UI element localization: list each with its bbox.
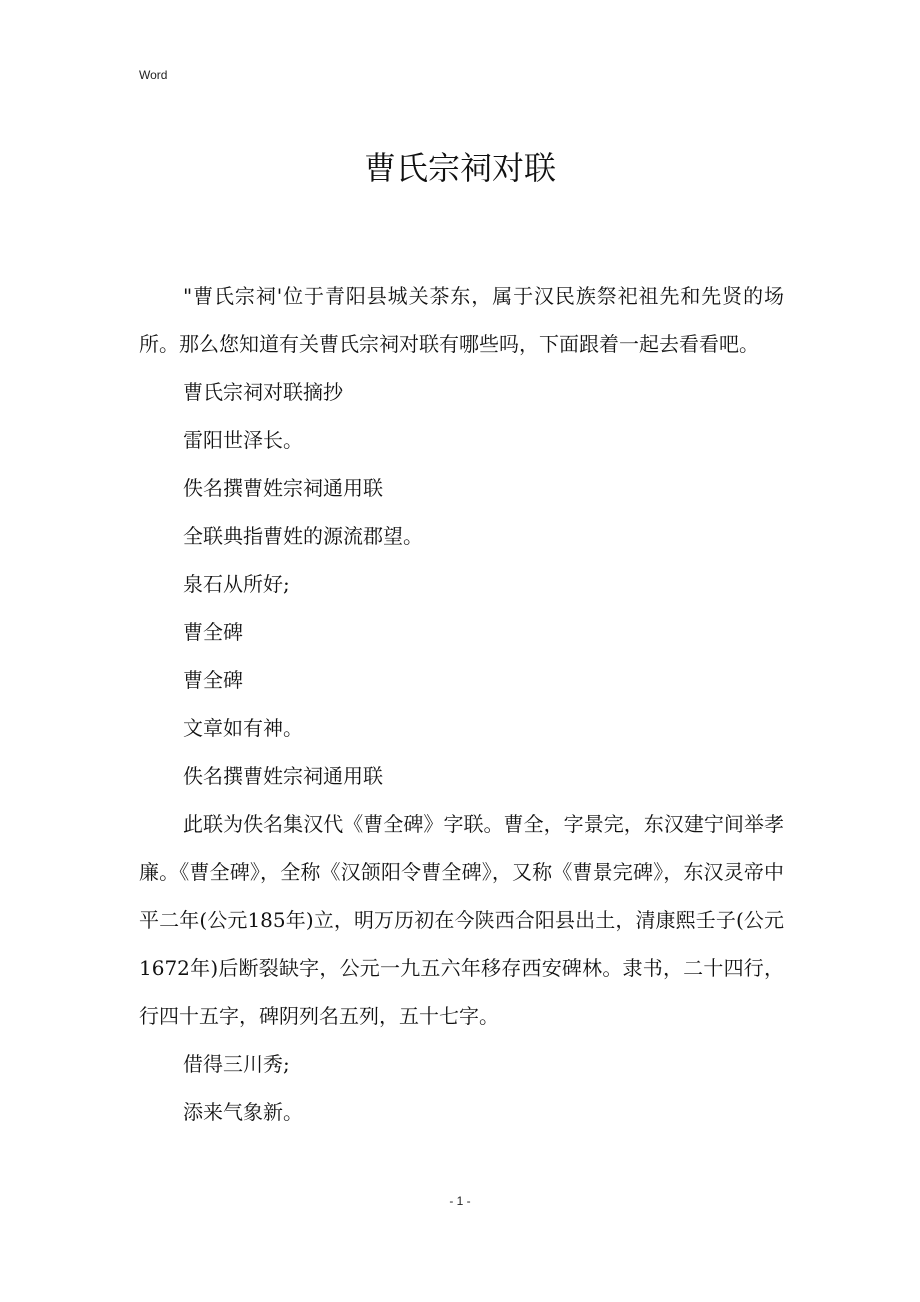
paragraph-intro: "曹氏宗祠'位于青阳县城关茶东，属于汉民族祭祀祖先和先贤的场所。那么您知道有关曹氏宗祠对联有哪些吗，下面跟着一起去看看吧。 (139, 284, 784, 356)
document-title: 曹氏宗祠对联 (363, 149, 556, 187)
paragraph: 曹全碑 (183, 668, 243, 692)
document-body (139, 272, 784, 1136)
paragraph: 雷阳世泽长。 (183, 428, 303, 452)
page-number: - 1 - (449, 1194, 471, 1208)
paragraph: 佚名撰曹姓宗祠通用联 (183, 476, 383, 500)
paragraph: 曹全碑 (183, 620, 243, 644)
paragraph-explanation: 此联为佚名集汉代《曹全碑》字联。曹全，字景完，东汉建宁间举孝廉。《曹全碑》，全称《汉颌阳令曹全碑》，又称《曹景完碑》，东汉灵帝中平二年(公元185年)立，明万历初在今陕西合阳县出土，清康熙壬子(公元1672年)后断裂缺字，公元一九五六年移存西安碑林。隶书，二十四行，行四十五字，碑阴列名五列，五十七字。 (139, 812, 784, 1028)
paragraph: 曹氏宗祠对联摘抄 (183, 380, 343, 404)
paragraph: 全联典指曹姓的源流郡望。 (183, 524, 423, 548)
paragraph: 佚名撰曹姓宗祠通用联 (183, 764, 383, 788)
header-label: Word (139, 68, 168, 82)
paragraph: 文章如有神。 (183, 716, 303, 740)
paragraph: 添来气象新。 (183, 1100, 303, 1124)
paragraph: 借得三川秀; (183, 1052, 290, 1076)
paragraph: 泉石从所好; (183, 572, 290, 596)
